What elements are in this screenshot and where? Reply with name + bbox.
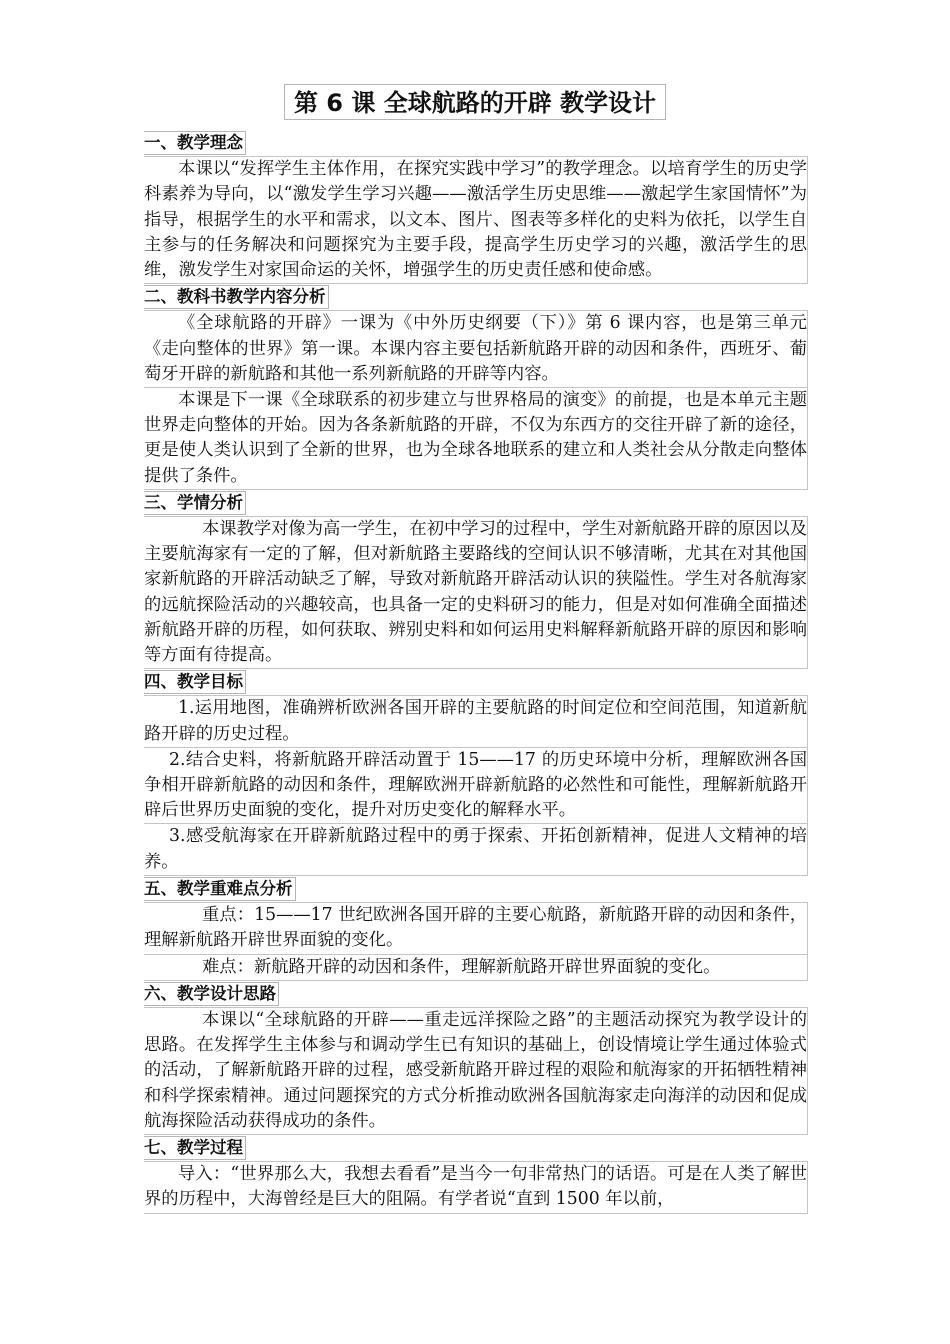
section-teaching-philosophy bbox=[144, 130, 808, 284]
section-heading: 四、教学目标 bbox=[144, 670, 246, 694]
paragraph: 本课以“全球航路的开辟——重走远洋探险之路”的主题活动探究为教学设计的思路。在发挥学生主体参与和调动学生已有知识的基础上，创设情境让学生通过体验式的活动，了解新航路开辟的过程，感受新航路开辟过程的艰险和航海家的开拓牺牲精神和科学探索精神。通过问题探究的方式分析推动欧洲各国航海家走向海洋的动因和促成航海探险活动获得成功的条件。 bbox=[144, 1007, 808, 1135]
section-heading: 五、教学重难点分析 bbox=[144, 877, 296, 901]
paragraph: 3.感受航海家在开辟新航路过程中的勇于探索、开拓创新精神，促进人文精神的培养。 bbox=[144, 824, 808, 875]
paragraph: 2.结合史料，将新航路开辟活动置于 15——17 的历史环境中分析，理解欧洲各国争相开辟新航路的动因和条件，理解欧洲开辟新航路的必然性和可能性，理解新航路开辟后世界历史面貌的变化，提升对历史变化的解释水平。 bbox=[144, 748, 808, 825]
document-body bbox=[144, 130, 808, 1214]
section-teaching-process bbox=[144, 1135, 808, 1214]
section-heading: 七、教学过程 bbox=[144, 1136, 246, 1160]
section-textbook-analysis bbox=[144, 284, 808, 490]
section-student-analysis bbox=[144, 490, 808, 669]
section-heading: 一、教学理念 bbox=[144, 131, 246, 155]
paragraph: 本课以“发挥学生主体作用，在探究实践中学习”的教学理念。以培育学生的历史学科素养为导向，以“激发学生学习兴趣——激活学生历史思维——激起学生家国情怀”为指导，根据学生的水平和需求，以文本、图片、图表等多样化的史料为依托，以学生自主参与的任务解决和问题探究为主要手段，提高学生历史学习的兴趣，激活学生的思维，激发学生对家国命运的关怀，增强学生的历史责任感和使命感。 bbox=[144, 156, 808, 284]
paragraph: 《全球航路的开辟》一课为《中外历史纲要（下）》第 6 课内容，也是第三单元《走向整体的世界》第一课。本课内容主要包括新航路开辟的动因和条件，西班牙、葡萄牙开辟的新航路和其他一系列新航路的开辟等内容。 bbox=[144, 310, 808, 388]
paragraph: 本课教学对像为高一学生，在初中学习的过程中，学生对新航路开辟的原因以及主要航海家有一定的了解，但对新航路主要路线的空间认识不够清晰，尤其在对其他国家新航路的开辟活动缺乏了解，导致对新航路开辟活动认识的狭隘性。学生对各航海家的远航探险活动的兴趣较高，也具备一定的史料研习的能力，但是对如何准确全面描述新航路开辟的历程，如何获取、辨别史料和如何运用史料解释新航路开辟的原因和影响等方面有待提高。 bbox=[144, 516, 808, 669]
section-heading: 六、教学设计思路 bbox=[144, 982, 279, 1006]
section-key-difficult-points bbox=[144, 876, 808, 981]
paragraph: 1.运用地图，准确辨析欧洲各国开辟的主要航路的时间定位和空间范围，知道新航路开辟的历史过程。 bbox=[144, 695, 808, 747]
paragraph: 重点：15——17 世纪欧洲各国开辟的主要心航路，新航路开辟的动因和条件，理解新航路开辟世界面貌的变化。 bbox=[144, 902, 808, 954]
paragraph: 难点：新航路开辟的动因和条件，理解新航路开辟世界面貌的变化。 bbox=[144, 955, 808, 981]
section-heading: 二、教科书教学内容分析 bbox=[144, 285, 329, 309]
section-teaching-objectives bbox=[144, 669, 808, 876]
section-heading: 三、学情分析 bbox=[144, 491, 246, 515]
section-design-approach bbox=[144, 981, 808, 1135]
document-title: 第 6 课 全球航路的开辟 教学设计 bbox=[284, 84, 666, 120]
paragraph: 本课是下一课《全球联系的初步建立与世界格局的演变》的前提，也是本单元主题世界走向整体的开始。因为各条新航路的开辟，不仅为东西方的交往开辟了新的途径，更是使人类认识到了全新的世界，也为全球各地联系的建立和人类社会从分散走向整体提供了条件。 bbox=[144, 388, 808, 490]
paragraph: 导入：“世界那么大，我想去看看”是当今一句非常热门的话语。可是在人类了解世界的历程中，大海曾经是巨大的阻隔。有学者说“直到 1500 年以前， bbox=[144, 1161, 808, 1213]
